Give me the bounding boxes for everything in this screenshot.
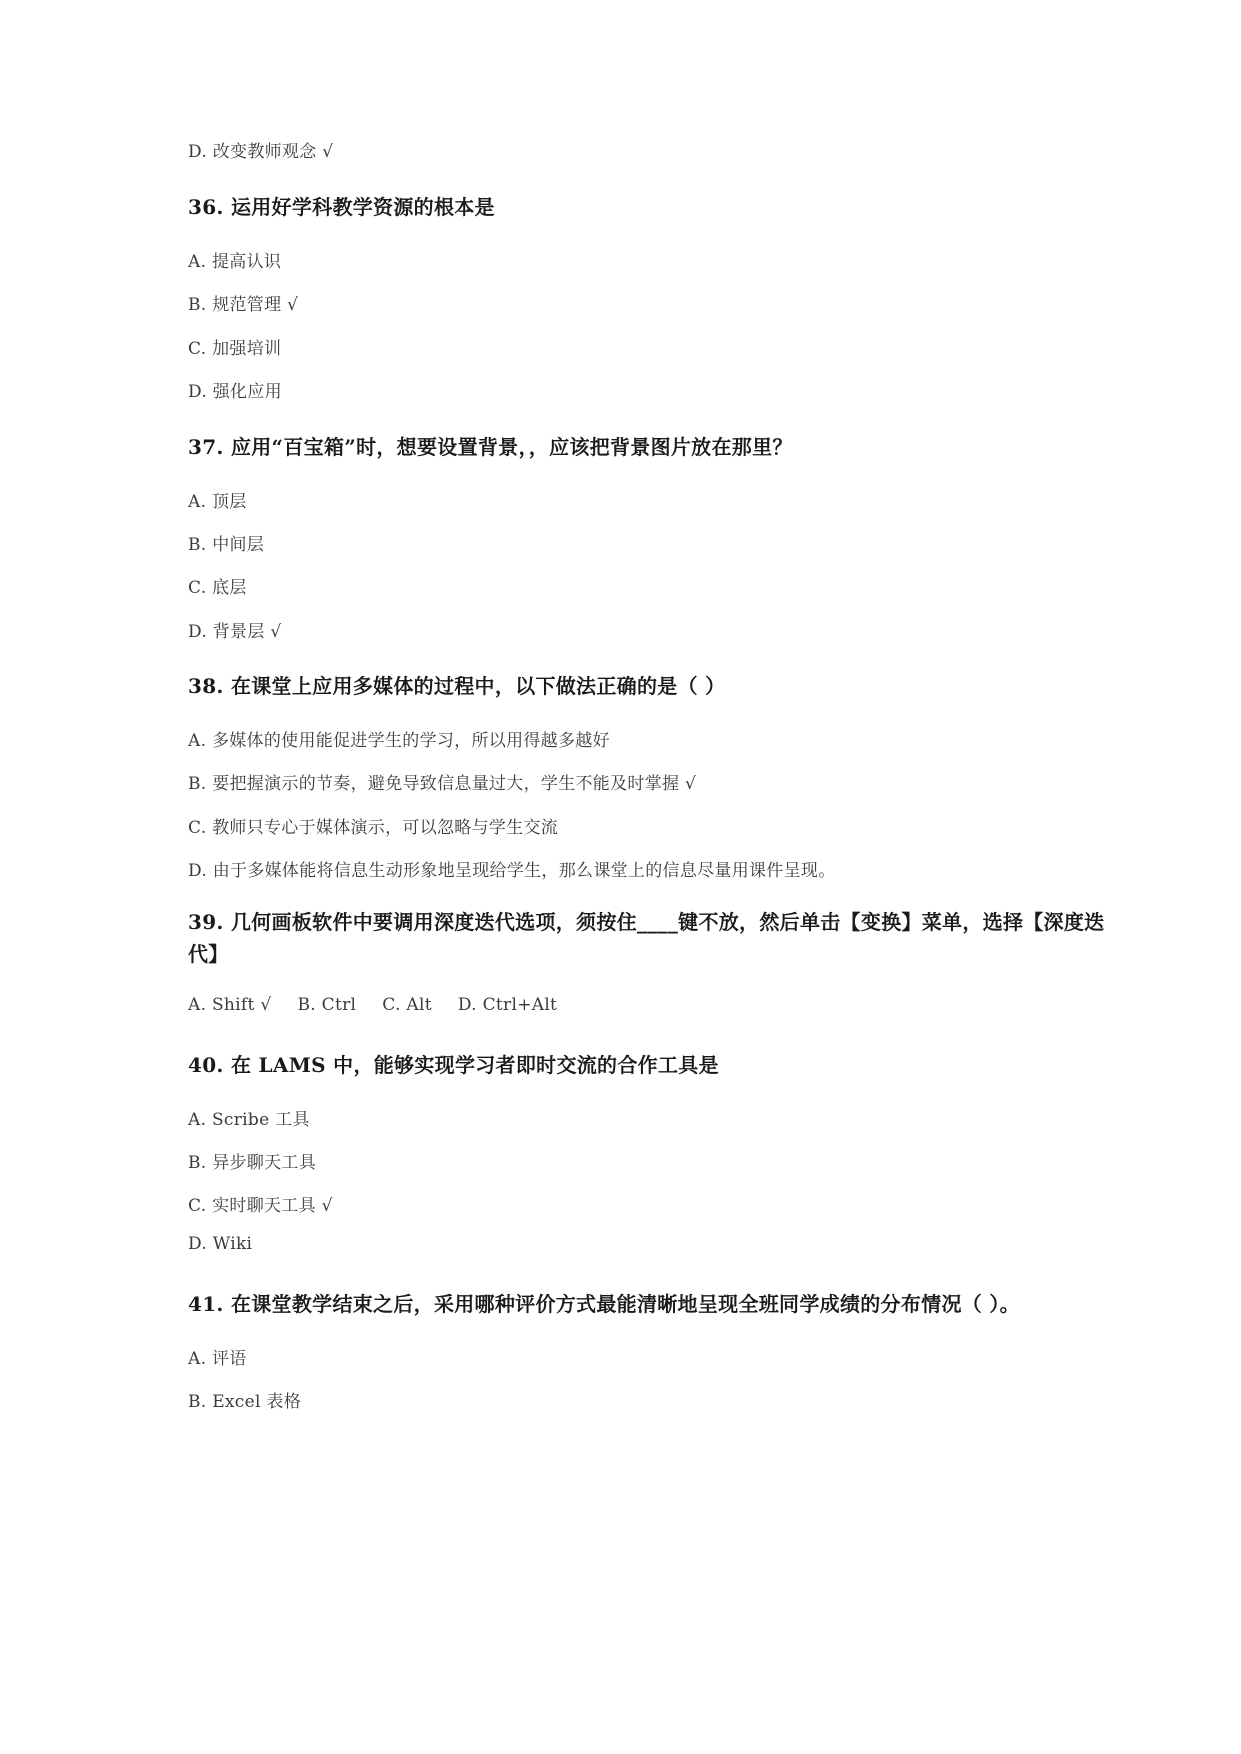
- q38-option-a: A. 多媒体的使用能促进学生的学习，所以用得越多越好: [188, 731, 610, 751]
- q38-option-b: B. 要把握演示的节奏，避免导致信息量过大，学生不能及时掌握 √: [188, 774, 697, 794]
- question-36: 36. 运用好学科教学资源的根本是: [188, 195, 495, 219]
- q40-option-b: B. 异步聊天工具: [188, 1153, 316, 1173]
- q39-options-row: [188, 995, 557, 1015]
- q39-option-a: A. Shift √: [188, 995, 272, 1015]
- q39-option-b: B. Ctrl: [297, 995, 357, 1015]
- q40-option-a: A. Scribe 工具: [188, 1110, 310, 1130]
- q41-option-b: B. Excel 表格: [188, 1392, 302, 1412]
- q35-option-d: D. 改变教师观念 √: [188, 142, 334, 162]
- q36-option-c: C. 加强培训: [188, 339, 282, 359]
- q38-option-c: C. 教师只专心于媒体演示，可以忽略与学生交流: [188, 818, 559, 838]
- q36-option-a: A. 提高认识: [188, 252, 282, 272]
- q37-option-d: D. 背景层 √: [188, 622, 282, 642]
- q39-option-d: D. Ctrl+Alt: [457, 995, 558, 1015]
- q37-option-a: A. 顶层: [188, 492, 247, 512]
- q36-option-b: B. 规范管理 √: [188, 295, 299, 315]
- question-40: 40. 在 LAMS 中，能够实现学习者即时交流的合作工具是: [188, 1053, 719, 1077]
- q38-option-d: D. 由于多媒体能将信息生动形象地呈现给学生，那么课堂上的信息尽量用课件呈现。: [188, 861, 836, 881]
- q41-option-a: A. 评语: [188, 1349, 247, 1369]
- q36-option-d: D. 强化应用: [188, 382, 282, 402]
- q40-option-d: D. Wiki: [188, 1234, 253, 1254]
- question-39: 39. 几何画板软件中要调用深度迭代选项，须按住____键不放，然后单击【变换】菜单，选择【深度迭代】: [188, 910, 1105, 966]
- q39-option-c: C. Alt: [382, 995, 432, 1015]
- q37-option-b: B. 中间层: [188, 535, 265, 555]
- q40-option-c: C. 实时聊天工具 √: [188, 1196, 333, 1216]
- question-41: 41. 在课堂教学结束之后，采用哪种评价方式最能清晰地呈现全班同学成绩的分布情况（ ）。: [188, 1292, 1020, 1316]
- question-38: 38. 在课堂上应用多媒体的过程中，以下做法正确的是（ ）: [188, 674, 726, 698]
- question-37: 37. 应用“百宝箱”时，想要设置背景，，应该把背景图片放在那里？: [188, 435, 793, 459]
- q37-option-c: C. 底层: [188, 578, 247, 598]
